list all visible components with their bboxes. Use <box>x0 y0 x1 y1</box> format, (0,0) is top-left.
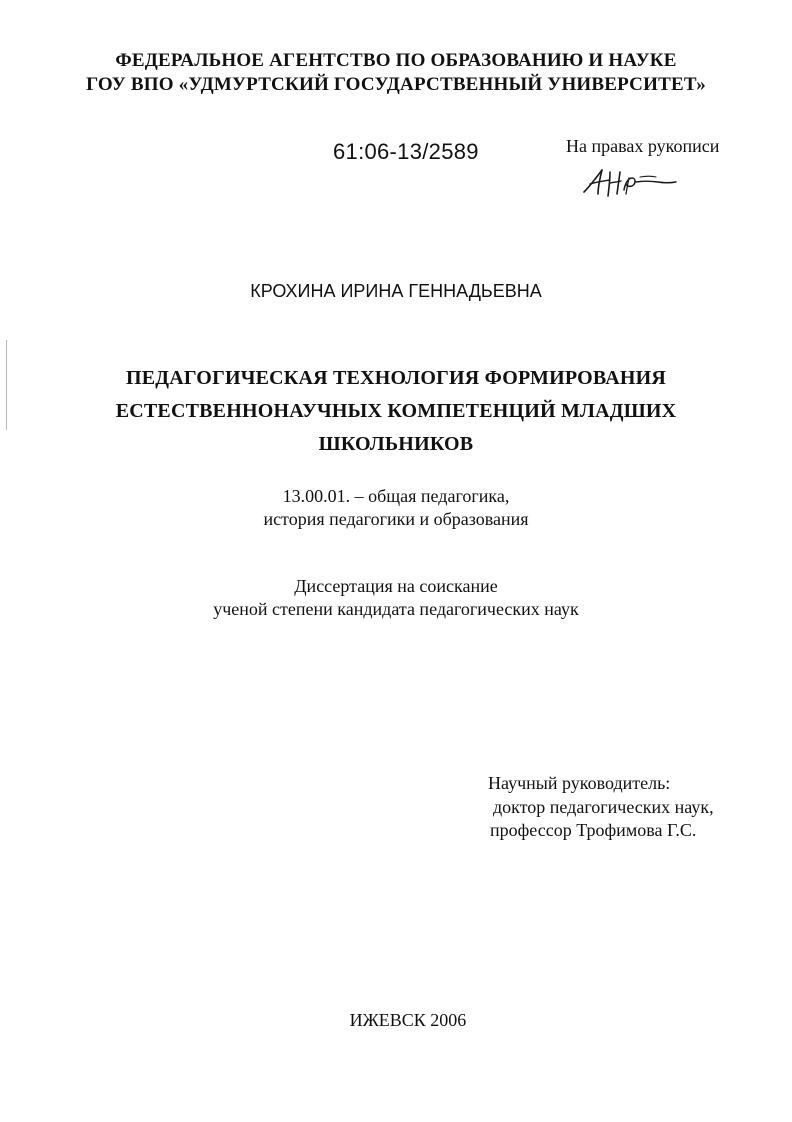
supervisor-name: профессор Трофимова Г.С. <box>490 820 697 840</box>
dissertation-title-line-1: ПЕДАГОГИЧЕСКАЯ ТЕХНОЛОГИЯ ФОРМИРОВАНИЯ <box>125 367 667 389</box>
organization-line-2: ГОУ ВПО «УДМУРТСКИЙ ГОСУДАРСТВЕННЫЙ УНИВЕРСИТЕТ» <box>86 74 706 95</box>
supervisor-degree: доктор педагогических наук, <box>493 797 714 817</box>
handwritten-signature <box>580 164 680 204</box>
city-year: ИЖЕВСК 2006 <box>349 1010 467 1030</box>
degree-line-1: Диссертация на соискание <box>294 576 498 596</box>
dissertation-title-line-2: ЕСТЕСТВЕННОНАУЧНЫХ КОМПЕТЕНЦИЙ МЛАДШИХ <box>115 400 677 422</box>
specialty-line-2: история педагогики и образования <box>263 509 529 529</box>
supervisor-label: Научный руководитель: <box>488 773 671 793</box>
organization-line-1: ФЕДЕРАЛЬНОЕ АГЕНТСТВО ПО ОБРАЗОВАНИЮ И НАУКЕ <box>115 50 677 71</box>
specialty-line-1: 13.00.01. – общая педагогика, <box>282 486 510 506</box>
manuscript-rights-label: На правах рукописи <box>566 136 720 156</box>
author-name: КРОХИНА ИРИНА ГЕННАДЬЕВНА <box>250 281 542 301</box>
catalog-code: 61:06-13/2589 <box>333 139 479 164</box>
dissertation-title-line-3: ШКОЛЬНИКОВ <box>318 433 474 455</box>
degree-line-2: ученой степени кандидата педагогических наук <box>213 599 579 619</box>
